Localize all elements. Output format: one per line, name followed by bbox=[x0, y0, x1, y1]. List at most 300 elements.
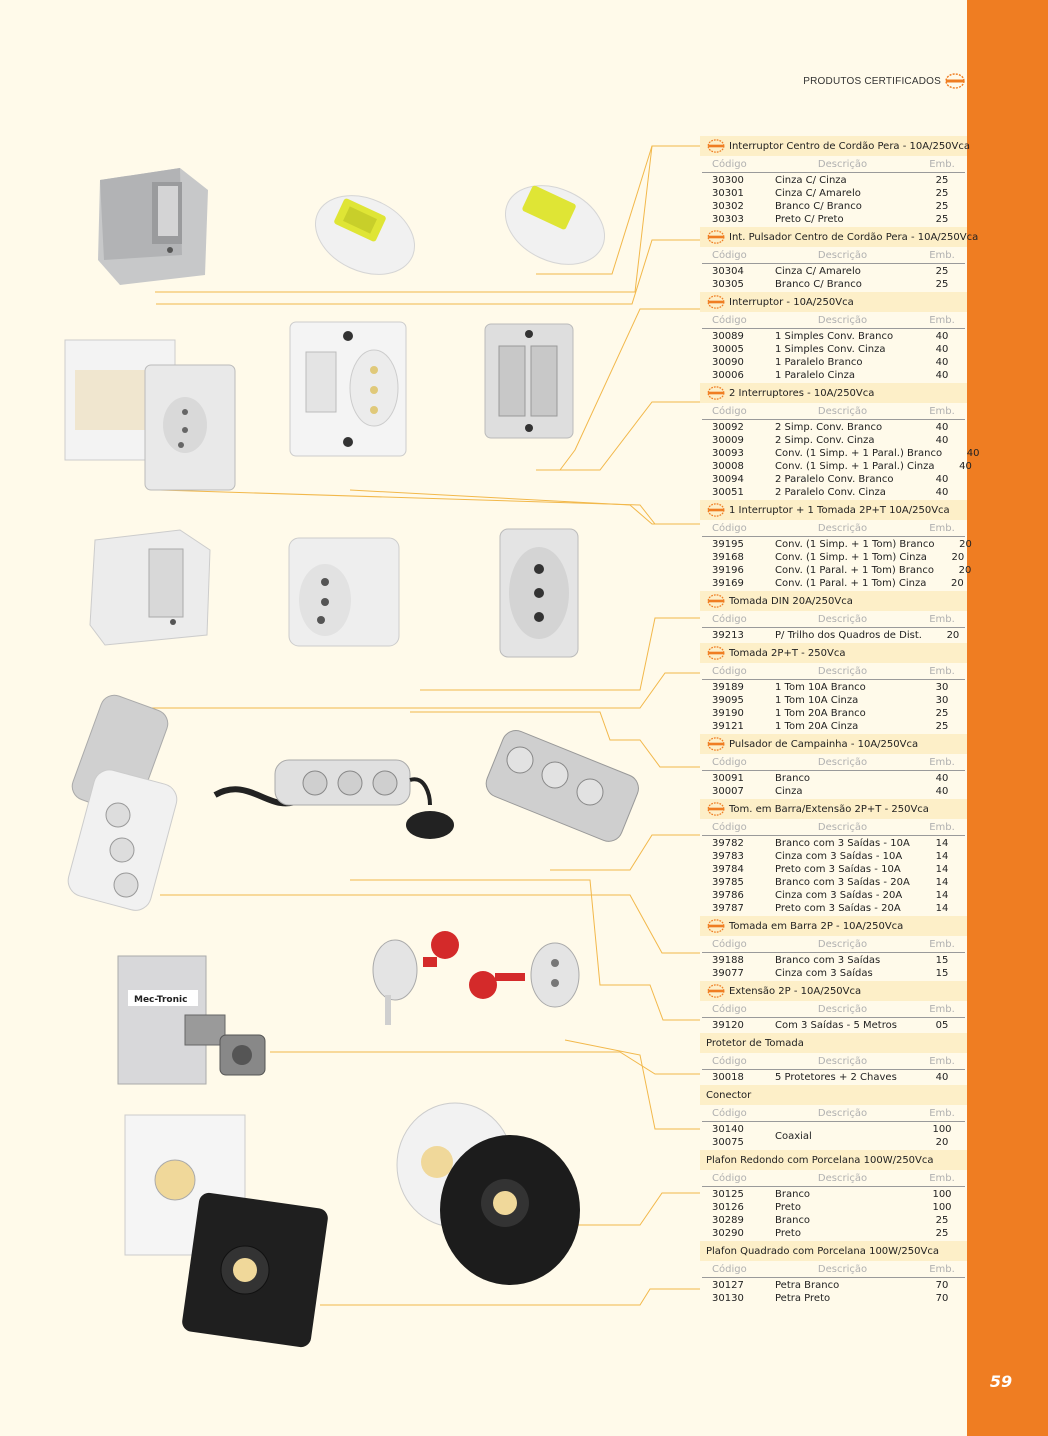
pack-quantity: 20 bbox=[958, 565, 972, 576]
pack-column-header: Emb. bbox=[929, 938, 955, 950]
product-code: 39168 bbox=[712, 552, 744, 563]
catalog-section bbox=[700, 383, 980, 500]
table-row bbox=[702, 343, 965, 356]
pack-quantity: 25 bbox=[935, 188, 949, 199]
pack-quantity: 20 bbox=[946, 630, 960, 641]
table-row bbox=[702, 967, 965, 980]
code-column-header: Código bbox=[712, 665, 747, 677]
section-title-band bbox=[700, 1033, 967, 1053]
product-description: Cinza C/ Cinza bbox=[775, 175, 847, 186]
code-column-header: Código bbox=[712, 938, 747, 950]
section-rows bbox=[700, 1279, 967, 1305]
section-rows bbox=[700, 1019, 967, 1032]
product-description: 1 Paralelo Branco bbox=[775, 357, 863, 368]
product-code: 39121 bbox=[712, 721, 744, 732]
pack-quantity: 40 bbox=[935, 773, 949, 784]
section-rows bbox=[700, 954, 967, 980]
code-column-header: Código bbox=[712, 756, 747, 768]
product-description: Preto bbox=[775, 1202, 801, 1213]
pack-column-header: Emb. bbox=[929, 665, 955, 677]
pack-quantity: 14 bbox=[935, 903, 949, 914]
power-strip-photo bbox=[70, 690, 180, 915]
leader-line bbox=[350, 490, 700, 524]
table-row bbox=[702, 1019, 965, 1032]
section-title-band bbox=[700, 383, 967, 403]
section-title: Plafon Quadrado com Porcelana 100W/250Vca bbox=[706, 1245, 939, 1257]
product-code: 39213 bbox=[712, 630, 744, 641]
product-code: 30304 bbox=[712, 266, 744, 277]
pack-quantity: 40 bbox=[959, 461, 972, 472]
product-description: Petra Branco bbox=[775, 1280, 840, 1291]
section-title: Pulsador de Campainha - 10A/250Vca bbox=[729, 738, 919, 750]
section-title-band bbox=[700, 292, 967, 312]
section-title-band bbox=[700, 227, 979, 247]
leader-line bbox=[565, 1040, 700, 1129]
table-row bbox=[702, 551, 965, 564]
table-row bbox=[702, 785, 965, 798]
table-row bbox=[702, 1201, 965, 1214]
certification-seal-icon bbox=[706, 503, 726, 517]
table-row bbox=[702, 473, 965, 486]
section-title-band bbox=[700, 1241, 967, 1261]
pack-column-header: Emb. bbox=[929, 1107, 955, 1119]
column-header-row bbox=[702, 1170, 965, 1187]
switch-socket-combo-photo bbox=[288, 320, 408, 460]
pack-column-header: Emb. bbox=[929, 1172, 955, 1184]
product-description: Conv. (1 Simp. + 1 Paral.) Branco bbox=[775, 448, 943, 459]
pack-quantity: 20 bbox=[951, 552, 965, 563]
product-description: Conv. (1 Paral. + 1 Tom) Branco bbox=[775, 565, 934, 576]
product-code: 30140 bbox=[712, 1124, 744, 1135]
product-description: 1 Simples Conv. Cinza bbox=[775, 344, 886, 355]
product-description: Branco com 3 Saídas - 20A bbox=[775, 877, 910, 888]
product-description: Preto com 3 Saídas - 10A bbox=[775, 864, 901, 875]
section-rows bbox=[700, 1188, 967, 1240]
catalog-section bbox=[700, 981, 967, 1033]
product-code: 30018 bbox=[712, 1072, 744, 1083]
pack-quantity: 14 bbox=[935, 864, 949, 875]
product-code: 39189 bbox=[712, 682, 744, 693]
certification-seal-icon bbox=[706, 802, 726, 816]
leader-line bbox=[155, 146, 700, 292]
table-row bbox=[702, 850, 965, 863]
table-row bbox=[702, 369, 965, 382]
column-header-row bbox=[702, 403, 965, 420]
coaxial-connector-photo bbox=[180, 1005, 275, 1090]
code-column-header: Código bbox=[712, 1055, 747, 1067]
grey-power-strip-photo bbox=[480, 720, 640, 860]
leader-line bbox=[156, 240, 700, 304]
doorbell-push-button-photo bbox=[85, 525, 215, 650]
product-code: 30094 bbox=[712, 474, 744, 485]
certification-seal-icon bbox=[706, 646, 726, 660]
section-title: Conector bbox=[706, 1089, 752, 1101]
pack-quantity: 40 bbox=[935, 1072, 949, 1083]
table-row bbox=[702, 538, 972, 551]
pack-quantity: 70 bbox=[935, 1293, 949, 1304]
section-title: 1 Interruptor + 1 Tomada 2P+T 10A/250Vca bbox=[729, 504, 950, 516]
column-header-row bbox=[702, 611, 965, 628]
section-title: Extensão 2P - 10A/250Vca bbox=[729, 985, 862, 997]
certification-seal-icon bbox=[706, 737, 726, 751]
product-description: Branco bbox=[775, 773, 811, 784]
product-code: 30305 bbox=[712, 279, 744, 290]
table-row bbox=[702, 1292, 965, 1305]
pack-quantity: 14 bbox=[935, 890, 949, 901]
page-number: 59 bbox=[989, 1372, 1013, 1391]
pack-quantity: 25 bbox=[935, 175, 949, 186]
section-title-band bbox=[700, 981, 967, 1001]
pack-quantity: 40 bbox=[935, 435, 949, 446]
table-row bbox=[702, 954, 965, 967]
table-row bbox=[702, 837, 965, 850]
section-title: Tomada em Barra 2P - 10A/250Vca bbox=[729, 920, 904, 932]
table-row bbox=[702, 772, 965, 785]
column-header-row bbox=[702, 1261, 965, 1278]
catalog-section bbox=[700, 799, 967, 916]
table-row bbox=[702, 356, 965, 369]
certification-seal-icon bbox=[706, 386, 726, 400]
certification-seal-icon bbox=[706, 594, 726, 608]
table-row bbox=[702, 213, 965, 226]
table-row bbox=[702, 876, 965, 889]
pack-column-header: Emb. bbox=[929, 522, 955, 534]
section-title-band bbox=[700, 799, 967, 819]
table-row bbox=[702, 889, 965, 902]
product-description: Cinza C/ Amarelo bbox=[775, 188, 861, 199]
product-description: 1 Tom 20A Cinza bbox=[775, 721, 859, 732]
product-code: 30289 bbox=[712, 1215, 744, 1226]
product-code: 39195 bbox=[712, 539, 744, 550]
product-description: Cinza com 3 Saídas - 10A bbox=[775, 851, 903, 862]
section-title: Interruptor - 10A/250Vca bbox=[729, 296, 854, 308]
product-description: Preto bbox=[775, 1228, 801, 1239]
code-column-header: Código bbox=[712, 314, 747, 326]
section-rows bbox=[700, 629, 967, 642]
section-title: Tomada DIN 20A/250Vca bbox=[729, 595, 853, 607]
table-row bbox=[702, 1071, 965, 1084]
description-column-header: Descrição bbox=[817, 249, 868, 261]
product-description: 2 Simp. Conv. Cinza bbox=[775, 435, 875, 446]
pack-quantity: 30 bbox=[935, 695, 949, 706]
pack-quantity: 25 bbox=[935, 214, 949, 225]
section-rows bbox=[700, 538, 972, 590]
product-code: 30009 bbox=[712, 435, 744, 446]
product-code: 30301 bbox=[712, 188, 744, 199]
column-header-row bbox=[702, 663, 965, 680]
catalog-section bbox=[700, 500, 972, 591]
section-title-band bbox=[700, 500, 967, 520]
pack-quantity: 25 bbox=[935, 1215, 949, 1226]
product-code: 30051 bbox=[712, 487, 744, 498]
pack-column-header: Emb. bbox=[929, 1003, 955, 1015]
product-code: 30093 bbox=[712, 448, 744, 459]
certification-seal-icon bbox=[706, 139, 726, 153]
catalog-section bbox=[700, 1033, 967, 1085]
description-column-header: Descrição bbox=[817, 1172, 868, 1184]
section-rows bbox=[700, 1123, 967, 1149]
table-row bbox=[702, 1214, 965, 1227]
pack-column-header: Emb. bbox=[929, 158, 955, 170]
product-description: Conv. (1 Paral. + 1 Tom) Cinza bbox=[775, 578, 927, 589]
pack-quantity: 100 bbox=[932, 1124, 952, 1135]
product-code: 30302 bbox=[712, 201, 744, 212]
product-code: 30090 bbox=[712, 357, 744, 368]
table-row bbox=[702, 1188, 965, 1201]
product-description: Preto com 3 Saídas - 20A bbox=[775, 903, 901, 914]
pack-quantity: 25 bbox=[935, 279, 949, 290]
leader-line bbox=[560, 309, 700, 470]
catalog-section bbox=[700, 916, 967, 981]
table-row bbox=[702, 707, 965, 720]
description-column-header: Descrição bbox=[817, 756, 868, 768]
product-description: Com 3 Saídas - 5 Metros bbox=[775, 1020, 897, 1031]
product-description: 2 Paralelo Conv. Cinza bbox=[775, 487, 886, 498]
table-row bbox=[702, 863, 965, 876]
table-row bbox=[702, 447, 980, 460]
description-column-header: Descrição bbox=[817, 613, 868, 625]
pack-column-header: Emb. bbox=[929, 314, 955, 326]
product-code: 30005 bbox=[712, 344, 744, 355]
section-title: Protetor de Tomada bbox=[706, 1037, 804, 1049]
column-header-row bbox=[702, 1053, 965, 1070]
pack-quantity: 40 bbox=[935, 422, 949, 433]
pack-quantity: 40 bbox=[966, 448, 980, 459]
table-row bbox=[702, 434, 965, 447]
description-column-header: Descrição bbox=[817, 1003, 868, 1015]
din-socket-photo bbox=[55, 330, 245, 495]
pack-quantity: 40 bbox=[935, 331, 949, 342]
pack-column-header: Emb. bbox=[929, 1263, 955, 1275]
code-column-header: Código bbox=[712, 1107, 747, 1119]
pack-quantity: 100 bbox=[932, 1202, 952, 1213]
catalog-section bbox=[700, 734, 967, 799]
certification-seal-icon bbox=[706, 919, 726, 933]
pack-quantity: 14 bbox=[935, 851, 949, 862]
column-header-row bbox=[702, 819, 965, 836]
section-title-band bbox=[700, 591, 967, 611]
product-code: 39786 bbox=[712, 890, 744, 901]
column-header-row bbox=[702, 1105, 965, 1122]
description-column-header: Descrição bbox=[817, 821, 868, 833]
code-column-header: Código bbox=[712, 1263, 747, 1275]
pack-quantity: 70 bbox=[935, 1280, 949, 1291]
product-code: 30130 bbox=[712, 1293, 744, 1304]
product-description: Branco com 3 Saídas bbox=[775, 955, 881, 966]
catalog-section bbox=[700, 227, 979, 292]
section-title-band bbox=[700, 1150, 967, 1170]
section-title-band bbox=[700, 916, 967, 936]
product-description: 1 Tom 10A Cinza bbox=[775, 695, 859, 706]
product-code: 30126 bbox=[712, 1202, 744, 1213]
pack-column-header: Emb. bbox=[929, 756, 955, 768]
description-column-header: Descrição bbox=[817, 1263, 868, 1275]
product-code: 30006 bbox=[712, 370, 744, 381]
product-description: Cinza com 3 Saídas - 20A bbox=[775, 890, 903, 901]
product-description: 1 Simples Conv. Branco bbox=[775, 331, 894, 342]
product-description: Coaxial bbox=[775, 1130, 812, 1142]
pack-quantity: 14 bbox=[935, 838, 949, 849]
table-row bbox=[702, 265, 965, 278]
product-description: Preto C/ Preto bbox=[775, 214, 844, 225]
code-column-header: Código bbox=[712, 158, 747, 170]
catalog-section bbox=[700, 136, 971, 227]
pack-quantity: 14 bbox=[935, 877, 949, 888]
section-rows bbox=[700, 772, 967, 798]
table-row bbox=[702, 629, 965, 642]
leader-line bbox=[160, 490, 700, 524]
section-title: 2 Interruptores - 10A/250Vca bbox=[729, 387, 875, 399]
catalog-section bbox=[700, 1241, 967, 1306]
product-code: 30127 bbox=[712, 1280, 744, 1291]
pack-quantity: 20 bbox=[951, 578, 964, 589]
catalog-section bbox=[700, 292, 967, 383]
pack-quantity: 40 bbox=[935, 344, 949, 355]
catalog-section bbox=[700, 591, 967, 643]
product-description: 5 Protetores + 2 Chaves bbox=[775, 1072, 897, 1083]
product-code: 30089 bbox=[712, 331, 744, 342]
section-rows bbox=[700, 837, 967, 915]
pack-quantity: 15 bbox=[935, 955, 949, 966]
product-description: Conv. (1 Simp. + 1 Paral.) Cinza bbox=[775, 461, 935, 472]
pack-quantity: 25 bbox=[935, 708, 949, 719]
section-title-band bbox=[700, 136, 971, 156]
orange-side-bar bbox=[967, 0, 1048, 1436]
product-description: Cinza com 3 Saídas bbox=[775, 968, 873, 979]
product-code: 39787 bbox=[712, 903, 744, 914]
pack-quantity: 15 bbox=[935, 968, 949, 979]
product-description: Branco C/ Branco bbox=[775, 279, 862, 290]
code-column-header: Código bbox=[712, 821, 747, 833]
pear-switch-photo bbox=[495, 170, 615, 280]
product-description: Conv. (1 Simp. + 1 Tom) Cinza bbox=[775, 552, 927, 563]
extension-cord-photo bbox=[210, 745, 460, 845]
pack-quantity: 20 bbox=[959, 539, 972, 550]
table-row bbox=[702, 902, 965, 915]
catalog-section bbox=[700, 1150, 967, 1241]
product-code: 39190 bbox=[712, 708, 744, 719]
product-code: 30125 bbox=[712, 1189, 744, 1200]
table-row bbox=[702, 577, 965, 590]
product-description: Petra Preto bbox=[775, 1293, 831, 1304]
pack-quantity: 25 bbox=[935, 1228, 949, 1239]
product-description: Cinza C/ Amarelo bbox=[775, 266, 861, 277]
code-column-header: Código bbox=[712, 613, 747, 625]
column-header-row bbox=[702, 936, 965, 953]
surface-switch-photo bbox=[90, 160, 220, 290]
product-description: Conv. (1 Simp. + 1 Tom) Branco bbox=[775, 539, 935, 550]
table-row bbox=[702, 564, 972, 577]
product-code: 30290 bbox=[712, 1228, 744, 1239]
product-description: 2 Simp. Conv. Branco bbox=[775, 422, 883, 433]
column-header-row bbox=[702, 1001, 965, 1018]
section-title-band bbox=[700, 643, 967, 663]
section-title: Plafon Redondo com Porcelana 100W/250Vca bbox=[706, 1154, 934, 1166]
column-header-row bbox=[702, 156, 965, 173]
table-row bbox=[702, 486, 965, 499]
column-header-row bbox=[702, 312, 965, 329]
certification-seal-icon bbox=[706, 230, 726, 244]
pack-quantity: 20 bbox=[935, 1137, 949, 1148]
certification-seal-icon bbox=[706, 984, 726, 998]
code-column-header: Código bbox=[712, 405, 747, 417]
table-row bbox=[702, 278, 965, 291]
certified-products-label: PRODUTOS CERTIFICADOS bbox=[803, 75, 941, 87]
product-code: 39077 bbox=[712, 968, 744, 979]
pack-column-header: Emb. bbox=[929, 249, 955, 261]
bag-brand-label: Mec-Tronic bbox=[134, 995, 188, 1005]
pack-quantity: 40 bbox=[935, 357, 949, 368]
section-rows bbox=[700, 265, 967, 291]
code-column-header: Código bbox=[712, 522, 747, 534]
section-rows bbox=[700, 681, 967, 733]
pack-quantity: 30 bbox=[935, 682, 949, 693]
pack-column-header: Emb. bbox=[929, 613, 955, 625]
product-code: 30091 bbox=[712, 773, 744, 784]
pack-quantity: 25 bbox=[935, 201, 949, 212]
product-description: 1 Tom 10A Branco bbox=[775, 682, 866, 693]
leader-line bbox=[270, 1052, 700, 1074]
section-title: Int. Pulsador Centro de Cordão Pera - 10A/250Vca bbox=[729, 231, 979, 243]
pack-quantity: 25 bbox=[935, 721, 949, 732]
product-code: 39782 bbox=[712, 838, 744, 849]
pack-column-header: Emb. bbox=[929, 405, 955, 417]
product-code: 30303 bbox=[712, 214, 744, 225]
pear-switch-photo bbox=[305, 180, 425, 290]
socket-protector-photo bbox=[365, 925, 590, 1035]
description-column-header: Descrição bbox=[817, 1107, 868, 1119]
table-row bbox=[702, 460, 972, 473]
catalog-section bbox=[700, 1085, 967, 1150]
section-title: Interruptor Centro de Cordão Pera - 10A/250Vca bbox=[729, 140, 971, 152]
product-description: Branco bbox=[775, 1215, 811, 1226]
product-description: Branco com 3 Saídas - 10A bbox=[775, 838, 910, 849]
column-header-row bbox=[702, 520, 965, 537]
catalog-section bbox=[700, 643, 967, 734]
table-row bbox=[702, 174, 965, 187]
product-table bbox=[700, 136, 980, 1306]
table-row bbox=[702, 1227, 965, 1240]
product-code: 39196 bbox=[712, 565, 744, 576]
product-description: Branco bbox=[775, 1189, 811, 1200]
surface-socket-photo bbox=[285, 530, 405, 650]
section-rows bbox=[700, 421, 980, 499]
section-rows bbox=[700, 174, 967, 226]
section-rows bbox=[700, 1071, 967, 1084]
product-code: 39095 bbox=[712, 695, 744, 706]
product-description: P/ Trilho dos Quadros de Dist. bbox=[775, 630, 922, 641]
table-row bbox=[702, 330, 965, 343]
product-code: 39169 bbox=[712, 578, 744, 589]
product-code: 39120 bbox=[712, 1020, 744, 1031]
section-title: Tom. em Barra/Extensão 2P+T - 250Vca bbox=[729, 803, 929, 815]
code-column-header: Código bbox=[712, 1172, 747, 1184]
square-ceiling-lampholder-photo bbox=[120, 1110, 330, 1350]
column-header-row bbox=[702, 247, 965, 264]
description-column-header: Descrição bbox=[817, 314, 868, 326]
description-column-header: Descrição bbox=[817, 938, 868, 950]
certification-seal-icon bbox=[706, 295, 726, 309]
product-description: 2 Paralelo Conv. Branco bbox=[775, 474, 894, 485]
product-code: 39785 bbox=[712, 877, 744, 888]
product-code: 39783 bbox=[712, 851, 744, 862]
section-rows bbox=[700, 330, 967, 382]
product-code: 30075 bbox=[712, 1137, 744, 1148]
product-code: 30300 bbox=[712, 175, 744, 186]
socket-plate-photo bbox=[498, 527, 580, 659]
product-code: 30092 bbox=[712, 422, 744, 433]
pack-quantity: 25 bbox=[935, 266, 949, 277]
